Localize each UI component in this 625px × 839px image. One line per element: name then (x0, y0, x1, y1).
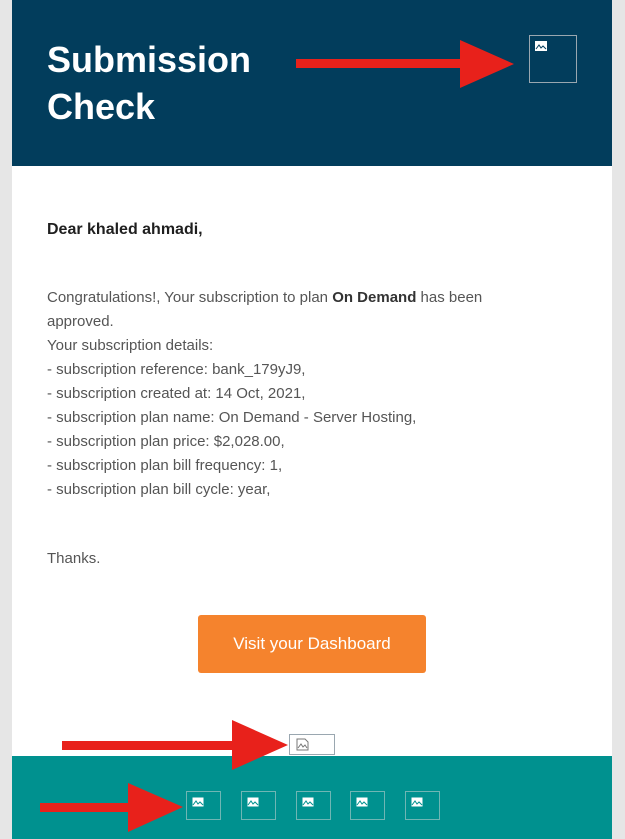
detail-line: - subscription reference: bank_179yJ9, (47, 361, 306, 378)
broken-image-glyph (535, 41, 549, 53)
plan-name: On Demand (332, 289, 417, 306)
annotation-arrow (62, 718, 290, 774)
broken-image-glyph (296, 738, 310, 751)
broken-image-icon[interactable] (350, 791, 385, 820)
detail-line: - subscription plan bill cycle: year, (47, 481, 271, 498)
broken-image-glyph (356, 797, 370, 809)
intro-text-before: Congratulations!, Your subscription to plan (47, 289, 333, 306)
header-title (47, 36, 307, 130)
intro-text-after: has been approved. (47, 289, 483, 330)
annotation-arrow (296, 34, 516, 94)
broken-image-icon (529, 35, 577, 83)
broken-image-glyph (411, 797, 425, 809)
broken-image-icon[interactable] (296, 791, 331, 820)
header-title-line-1: Submission (47, 39, 252, 80)
intro-paragraph (47, 286, 547, 334)
detail-line: - subscription plan name: On Demand - Server Hosting, (47, 409, 417, 426)
thanks-text: Thanks. (47, 550, 101, 567)
broken-image-icon[interactable] (405, 791, 440, 820)
header-title-line-2: Check (47, 86, 156, 127)
visit-dashboard-button[interactable]: Visit your Dashboard (198, 615, 426, 673)
detail-line: - subscription plan price: $2,028.00, (47, 433, 285, 450)
email-card (12, 0, 612, 839)
broken-image-icon[interactable] (186, 791, 221, 820)
annotation-arrow (40, 781, 185, 835)
detail-line: - subscription plan bill frequency: 1, (47, 457, 283, 474)
greeting: Dear khaled ahmadi, (47, 221, 203, 238)
broken-image-glyph (192, 797, 206, 809)
broken-image-glyph (302, 797, 316, 809)
detail-line: - subscription created at: 14 Oct, 2021, (47, 385, 306, 402)
broken-image-glyph (247, 797, 261, 809)
broken-image-icon[interactable] (241, 791, 276, 820)
details-heading: Your subscription details: (47, 337, 214, 354)
message-body (47, 286, 547, 502)
broken-image-icon (289, 734, 335, 755)
